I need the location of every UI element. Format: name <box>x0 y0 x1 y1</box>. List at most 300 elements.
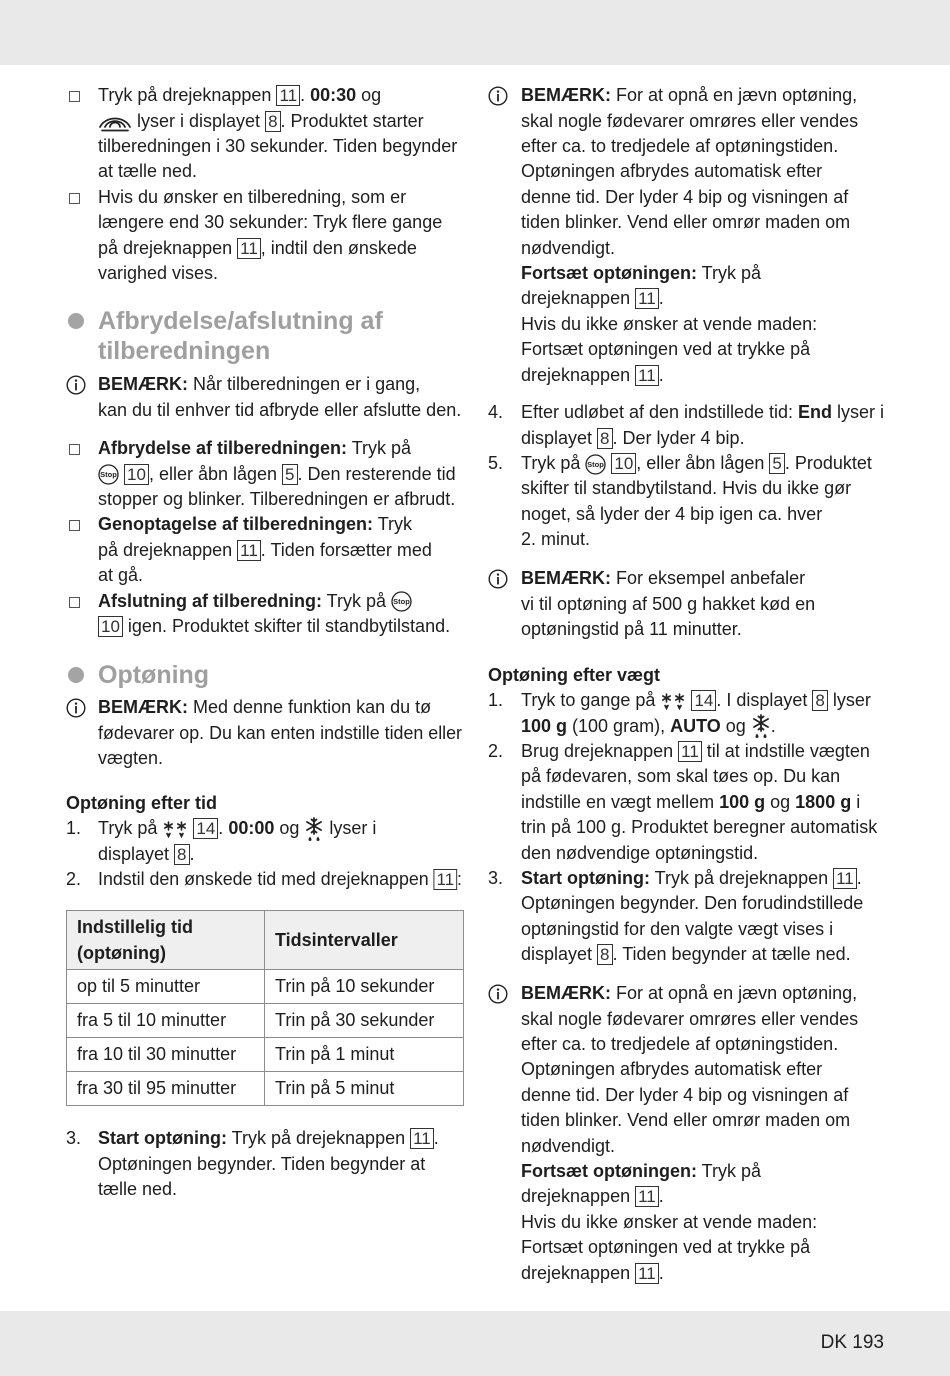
stop-icon-label: Stop <box>100 470 117 480</box>
text-line <box>66 1152 462 1177</box>
text-run: Efter udløbet af den indstillede tid: <box>521 402 799 423</box>
text-line <box>488 261 884 286</box>
text-line <box>66 614 462 639</box>
text-run: optøningstid for den valgte vægt vises i <box>521 918 834 939</box>
text-line <box>66 487 462 512</box>
text-line-content <box>98 867 462 892</box>
section-heading-interrupt <box>66 306 462 366</box>
reference-number-box: 10 <box>124 464 149 485</box>
text-run: og <box>356 85 382 106</box>
text-run: For at opnå en jævn optøning, <box>611 983 858 1004</box>
text-run: . <box>658 288 664 309</box>
text-line-content <box>521 688 871 713</box>
text-line-content <box>521 1057 822 1082</box>
text-line <box>488 451 884 476</box>
text-line-content <box>98 816 376 841</box>
step-number: 2. <box>66 869 82 890</box>
text-line <box>66 1177 462 1202</box>
text-run: at tælle ned. <box>98 161 198 182</box>
table-header-cell: Indstillelig tid (optøning) <box>67 911 265 970</box>
text-line <box>488 1057 884 1082</box>
reference-number-box: 11 <box>276 85 300 106</box>
numbered-step <box>488 739 884 866</box>
text-run: . <box>770 715 776 736</box>
numbered-step <box>66 816 462 867</box>
table-cell: Trin på 5 minut <box>265 1072 464 1106</box>
text-line-content <box>521 981 857 1006</box>
text-line <box>488 764 884 789</box>
checkbox-item <box>66 185 462 287</box>
reference-number-box: 8 <box>812 690 827 711</box>
text-run: Når tilberedningen er i gang, <box>188 374 421 395</box>
bold-text: Start optøning: <box>98 1128 227 1149</box>
defrost-icon <box>751 714 771 740</box>
text-line <box>488 185 884 210</box>
text-line <box>488 1134 884 1159</box>
defrost-time-table <box>66 910 464 1106</box>
reference-number-box: 11 <box>678 741 702 762</box>
bold-text: Fortsæt optøningen: <box>521 1161 697 1182</box>
text-line-content <box>521 1032 838 1057</box>
note <box>488 83 884 388</box>
text-run: vægten. <box>98 748 164 769</box>
step-number: 4. <box>488 402 504 423</box>
reference-number-box: 8 <box>174 844 189 865</box>
text-line-content <box>98 372 420 397</box>
text-run: , eller åbn lågen <box>148 463 283 484</box>
text-run: tælle ned. <box>98 1179 178 1200</box>
text-line-content <box>98 185 406 210</box>
text-line-content <box>98 436 411 461</box>
text-run: . <box>658 1186 664 1207</box>
info-icon <box>66 698 86 718</box>
text-line <box>488 1083 884 1108</box>
checkbox-bullet-icon <box>69 597 80 608</box>
text-line <box>488 134 884 159</box>
text-line-content <box>521 891 863 916</box>
reference-number-box: 8 <box>597 944 612 965</box>
table-cell: fra 10 til 30 minutter <box>67 1038 265 1072</box>
numbered-step <box>488 866 884 968</box>
text-run: indstille en vægt mellem <box>521 791 720 812</box>
bold-text: Start optøning: <box>521 868 650 889</box>
text-run: Fortsæt optøningen ved at trykke på <box>521 339 811 360</box>
reference-number-box: 14 <box>193 818 218 839</box>
text-run: . Tiden begynder at tælle ned. <box>612 944 851 965</box>
text-run: tiden blinker. Vend eller omrør maden om <box>521 1110 851 1131</box>
text-line-content <box>521 236 615 261</box>
reference-number-box: 11 <box>635 288 659 309</box>
text-run: skal nogle fødevarer omrøres eller vendes <box>521 110 859 131</box>
text-run: displayet <box>521 944 598 965</box>
reference-number-box: 8 <box>597 428 612 449</box>
text-run: drejeknappen <box>521 1186 636 1207</box>
text-run: Tryk på <box>696 263 761 284</box>
text-run: drejeknappen <box>521 364 636 385</box>
text-line-content <box>521 917 833 942</box>
text-run: og <box>720 715 751 736</box>
text-line-content <box>521 790 860 815</box>
text-line-content <box>98 746 163 771</box>
text-line <box>488 592 884 617</box>
text-line <box>488 942 884 967</box>
step-number: 5. <box>488 453 504 474</box>
step-number: 3. <box>66 1128 82 1149</box>
note <box>488 981 884 1286</box>
text-run: igen. Produktet skifter til standbytilstand. <box>122 616 451 637</box>
bold-text: 00:30 <box>310 85 357 106</box>
heading-bullet-icon <box>68 667 84 683</box>
text-run: efter ca. to tredjedele af optøningstiden. <box>521 1034 839 1055</box>
text-run: Optøningen begynder. Tiden begynder at <box>98 1153 426 1174</box>
text-run: drejeknappen <box>521 288 636 309</box>
numbered-step <box>488 400 884 451</box>
text-line <box>66 261 462 286</box>
text-line <box>66 372 462 397</box>
table-row <box>67 970 464 1004</box>
text-line-content <box>521 312 817 337</box>
text-run: . Produktet starter <box>280 110 424 131</box>
text-line <box>488 1032 884 1057</box>
bold-text: BEMÆRK: <box>98 697 188 718</box>
text-line <box>488 400 884 425</box>
text-line <box>488 1261 884 1286</box>
step-number: 1. <box>66 818 82 839</box>
checkbox-item <box>66 83 462 185</box>
text-run: Tryk på <box>347 438 412 459</box>
subheading-defrost-by-weight: Optøning efter vægt <box>488 665 660 686</box>
text-run: . I displayet <box>716 690 813 711</box>
reference-number-box: 11 <box>237 238 261 259</box>
step-number: 1. <box>488 690 504 711</box>
text-run: nødvendigt. <box>521 1135 616 1156</box>
text-line <box>488 1108 884 1133</box>
defrost-time-steps-continued <box>66 1126 462 1202</box>
bold-text: 100 g <box>719 791 766 812</box>
text-run: 2. minut. <box>521 529 591 550</box>
snowflake-stars-icon <box>660 692 686 712</box>
text-line <box>66 695 462 720</box>
footer-band <box>0 1311 950 1376</box>
reference-number-box: 10 <box>98 616 123 637</box>
text-line-content <box>521 83 857 108</box>
text-run: Optøningen begynder. Den forudindstillede <box>521 893 864 914</box>
bold-text: Genoptagelse af tilberedningen: <box>98 514 374 535</box>
text-line <box>488 210 884 235</box>
cooking-start-steps <box>66 83 462 286</box>
text-run: længere end 30 sekunder: Tryk flere gange <box>98 212 443 233</box>
text-line-content <box>98 563 143 588</box>
text-run: , indtil den ønskede <box>260 237 417 258</box>
text-line-content <box>521 1134 615 1159</box>
text-line <box>488 866 884 891</box>
heading-bullet-icon <box>68 313 84 329</box>
text-line <box>488 841 884 866</box>
section-heading-defrost <box>66 660 462 690</box>
defrost-time-steps <box>66 816 462 892</box>
note <box>488 566 884 642</box>
text-line <box>488 476 884 501</box>
text-line <box>488 159 884 184</box>
text-run: Optøningen afbrydes automatisk efter <box>521 1059 823 1080</box>
text-line-content <box>521 426 745 451</box>
text-line-content <box>98 134 457 159</box>
text-line-content <box>521 1108 850 1133</box>
text-run: noget, så lyder der 4 bip igen ca. hver <box>521 503 823 524</box>
bold-text: BEMÆRK: <box>521 85 611 106</box>
text-line <box>66 589 462 614</box>
stop-icon <box>585 454 606 475</box>
checkbox-bullet-icon <box>69 193 80 204</box>
text-run: optøningstid på 11 minutter. <box>521 619 742 640</box>
text-run: denne tid. Der lyder 4 bip og visningen af <box>521 186 849 207</box>
text-run: på drejeknappen <box>98 237 238 258</box>
text-line <box>488 688 884 713</box>
text-run: lyser i <box>324 818 377 839</box>
text-run: Brug drejeknappen <box>521 741 679 762</box>
text-run: på drejeknappen <box>98 539 238 560</box>
text-line-content <box>521 1159 761 1184</box>
text-line-content <box>98 236 417 261</box>
text-line-content <box>98 261 218 286</box>
text-run: til at indstille vægten <box>701 741 870 762</box>
text-line <box>66 236 462 261</box>
checkbox-bullet-icon <box>69 444 80 455</box>
text-run: og <box>274 818 305 839</box>
text-run: lyser i displayet <box>132 110 266 131</box>
table-row <box>67 1038 464 1072</box>
text-line-content <box>521 527 590 552</box>
text-line <box>488 1184 884 1209</box>
text-line <box>488 363 884 388</box>
text-line-content <box>521 866 862 891</box>
text-run: : <box>457 869 462 890</box>
text-line <box>66 867 462 892</box>
text-run: . <box>300 85 311 106</box>
note <box>66 372 462 423</box>
reference-number-box: 11 <box>434 869 457 890</box>
text-line-content <box>521 764 840 789</box>
table-cell: op til 5 minutter <box>67 970 265 1004</box>
text-run: . <box>658 364 664 385</box>
checkbox-bullet-icon <box>69 91 80 102</box>
text-run: . <box>189 843 195 864</box>
reference-number-box: 8 <box>265 111 280 132</box>
stop-icon <box>391 591 412 612</box>
reference-number-box: 11 <box>833 868 857 889</box>
text-run: Hvis du ikke ønsker at vende maden: <box>521 313 818 334</box>
text-run: fødevarer op. Du kan enten indstille tiden eller <box>98 722 462 743</box>
text-line-content <box>521 815 877 840</box>
info-icon <box>66 375 86 395</box>
text-run: stopper og blinker. Tilberedningen er afbrudt. <box>98 489 456 510</box>
reference-number-box: 14 <box>691 690 716 711</box>
text-line <box>66 462 462 487</box>
text-line <box>66 816 462 841</box>
text-run: Tryk på <box>98 818 163 839</box>
text-run: displayet <box>521 427 598 448</box>
text-line-content <box>521 134 838 159</box>
reference-number-box: 5 <box>769 453 784 474</box>
header-band <box>0 0 950 65</box>
text-run: . <box>218 818 229 839</box>
text-line-content <box>521 1235 810 1260</box>
note <box>66 695 462 771</box>
text-run: For eksempel anbefaler <box>611 568 806 589</box>
text-run: Tryk <box>373 514 413 535</box>
text-run: Fortsæt optøningen ved at trykke på <box>521 1237 811 1258</box>
step-number: 3. <box>488 868 504 889</box>
text-line <box>66 538 462 563</box>
text-line-content <box>521 109 858 134</box>
text-run: den nødvendige optøningstid. <box>521 842 759 863</box>
text-line <box>488 527 884 552</box>
text-line <box>488 790 884 815</box>
text-line-content <box>98 842 195 867</box>
text-line <box>66 1126 462 1151</box>
text-run: . Tiden forsætter med <box>260 539 432 560</box>
text-line-content <box>521 1210 817 1235</box>
text-line-content <box>521 363 664 388</box>
info-icon <box>488 569 508 589</box>
text-run: Indstil den ønskede tid med drejeknappen <box>98 869 434 890</box>
text-run: og <box>765 791 796 812</box>
text-line <box>66 159 462 184</box>
text-line-content <box>98 589 412 614</box>
text-line <box>66 185 462 210</box>
numbered-step <box>488 688 884 739</box>
text-run: For at opnå en jævn optøning, <box>611 85 858 106</box>
bold-text: 100 g <box>521 715 568 736</box>
heading-line: Optøning <box>98 661 210 689</box>
defrost-end-steps <box>488 400 884 552</box>
bold-text: Afslutning af tilberedning: <box>98 590 322 611</box>
text-run: skal nogle fødevarer omrøres eller vendes <box>521 1008 859 1029</box>
numbered-step <box>66 867 462 892</box>
text-line <box>66 436 462 461</box>
text-line <box>488 815 884 840</box>
text-line <box>66 398 462 423</box>
bold-text: 00:00 <box>228 818 275 839</box>
heading-line: tilberedningen <box>98 337 271 365</box>
bold-text: End <box>798 402 833 423</box>
text-line-content <box>521 1007 858 1032</box>
text-run: Tryk på drejeknappen <box>98 85 277 106</box>
text-run: denne tid. Der lyder 4 bip og visningen af <box>521 1084 849 1105</box>
text-line-content <box>98 83 381 108</box>
checkbox-item <box>66 436 462 512</box>
text-run: Tryk på <box>696 1161 761 1182</box>
text-line-content <box>521 1083 848 1108</box>
bold-text: Fortsæt optøningen: <box>521 263 697 284</box>
text-line <box>488 426 884 451</box>
defrost-weight-steps <box>488 688 884 967</box>
text-run: Tryk på <box>321 590 392 611</box>
text-line <box>66 210 462 235</box>
microwave-waves-icon <box>98 112 132 132</box>
text-line <box>488 312 884 337</box>
text-line-content <box>98 695 431 720</box>
text-line <box>488 981 884 1006</box>
text-line <box>66 512 462 537</box>
text-line-content <box>521 159 822 184</box>
text-line <box>488 236 884 261</box>
text-line <box>488 617 884 642</box>
page-footer-label <box>821 1331 884 1355</box>
text-run: at gå. <box>98 565 144 586</box>
note-example <box>488 566 884 642</box>
text-line-content <box>98 512 412 537</box>
bold-text: 1800 g <box>795 791 852 812</box>
bold-text: BEMÆRK: <box>521 568 611 589</box>
info-icon <box>488 86 508 106</box>
text-run: Optøningen afbrydes automatisk efter <box>521 161 823 182</box>
defrost-icon <box>304 817 324 843</box>
text-run: . Produktet <box>784 453 872 474</box>
text-line-content <box>98 721 462 746</box>
text-line <box>488 286 884 311</box>
checkbox-item <box>66 512 462 588</box>
text-run: Tryk på drejeknappen <box>649 868 834 889</box>
text-run: Tryk to gange på <box>521 690 661 711</box>
text-run: , eller åbn lågen <box>636 453 770 474</box>
reference-number-box: 11 <box>635 365 659 386</box>
note-defrost <box>66 695 462 771</box>
text-run: . Der lyder 4 bip. <box>612 427 745 448</box>
text-run: varighed vises. <box>98 263 219 284</box>
snowflake-stars-icon <box>162 820 188 840</box>
text-line <box>66 563 462 588</box>
numbered-step <box>66 1126 462 1202</box>
reference-number-box: 11 <box>635 1263 659 1284</box>
text-line-content <box>521 566 805 591</box>
table-cell: fra 30 til 95 minutter <box>67 1072 265 1106</box>
text-run: Med denne funktion kan du tø <box>188 697 432 718</box>
stop-icon <box>98 464 119 485</box>
text-line-content <box>98 210 442 235</box>
step-number: 2. <box>488 741 504 762</box>
text-line-content <box>521 1261 664 1286</box>
text-run: Tryk på <box>521 453 586 474</box>
text-run: vi til optøning af 500 g hakket kød en <box>521 593 816 614</box>
text-line-content <box>98 1126 439 1151</box>
text-line-content <box>521 451 872 476</box>
text-line-content <box>521 617 742 642</box>
text-line <box>488 1235 884 1260</box>
stop-icon-label: Stop <box>587 460 605 470</box>
text-line-content <box>98 1152 425 1177</box>
text-line <box>488 337 884 362</box>
text-line <box>488 109 884 134</box>
text-line <box>488 502 884 527</box>
bold-text: Afbrydelse af tilberedningen: <box>98 438 348 459</box>
text-line-content <box>98 538 432 563</box>
bold-text: BEMÆRK: <box>98 374 188 395</box>
text-line-content <box>98 1177 177 1202</box>
text-run: drejeknappen <box>521 1262 636 1283</box>
text-run: på fødevaren, som skal tøes op. Du kan <box>521 766 841 787</box>
text-line <box>488 83 884 108</box>
text-run: lyser <box>827 690 871 711</box>
text-line-content <box>521 502 822 527</box>
text-line <box>66 134 462 159</box>
text-line <box>488 1210 884 1235</box>
text-run: Tryk på drejeknappen <box>226 1128 411 1149</box>
text-run: Hvis du ikke ønsker at vende maden: <box>521 1211 818 1232</box>
text-line-content <box>521 337 810 362</box>
text-run: . Den resterende tid <box>297 463 456 484</box>
text-line-content <box>521 286 664 311</box>
